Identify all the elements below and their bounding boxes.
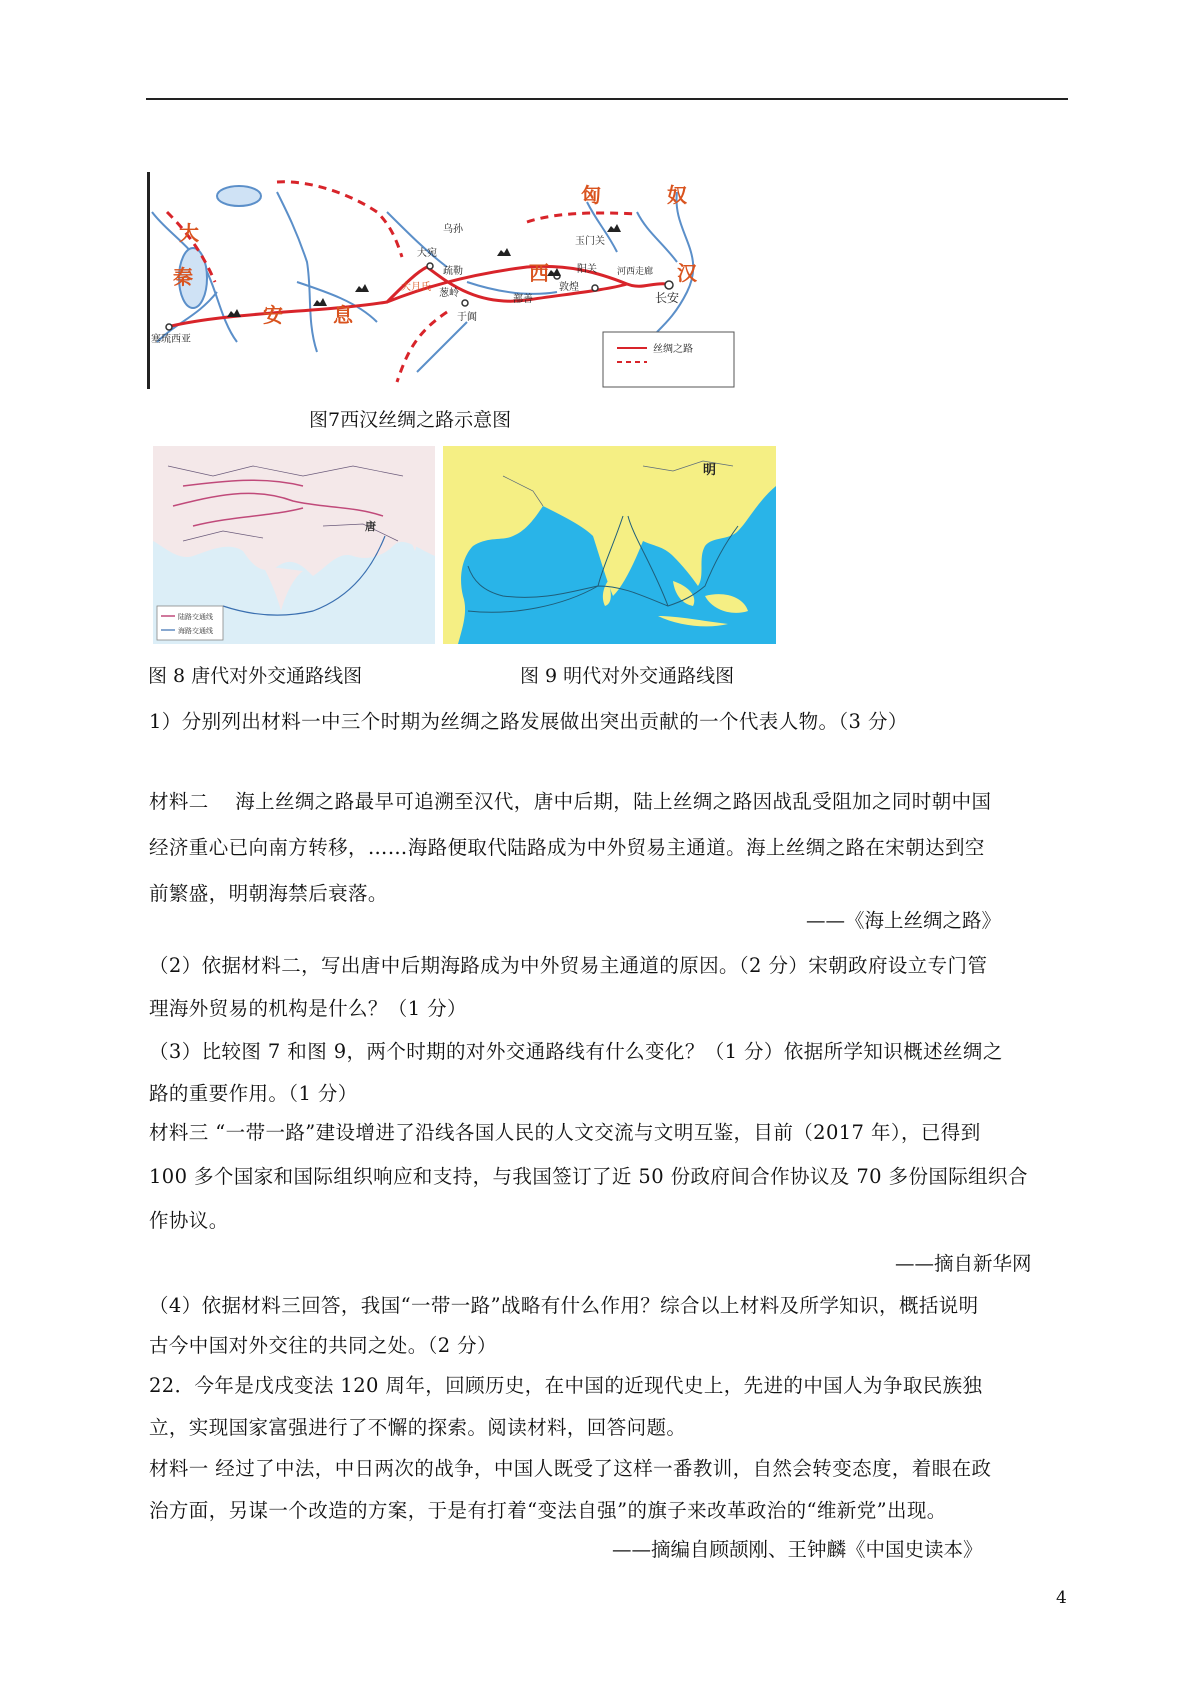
material-3-line-3: 作协议。 — [149, 1209, 229, 1232]
label-yutian: 于阗 — [457, 312, 477, 323]
label-shanshan: 鄯善 — [513, 294, 533, 305]
material-1-line-2: 治方面，另谋一个改造的方案，于是有打着“变法自强”的旗子来改革政治的“维新党”出现。 — [149, 1499, 947, 1522]
label-dawan: 大宛 — [417, 248, 437, 259]
label-shule: 疏勒 — [443, 266, 463, 277]
figure-8-map — [153, 446, 435, 644]
figure-9-map — [443, 446, 776, 644]
material-2-source: ——《海上丝绸之路》 — [806, 909, 1002, 932]
material-3-source: ——摘自新华网 — [895, 1252, 1032, 1275]
label-yumenguan: 玉门关 — [575, 236, 605, 247]
question-22-line-1: 22．今年是戊戌变法 120 周年，回顾历史，在中国的近现代史上，先进的中国人为争取民族独 — [149, 1374, 983, 1397]
label-daqin-1: 大 — [179, 221, 199, 245]
question-2-line-2: 理海外贸易的机构是什么？（1 分） — [149, 997, 467, 1020]
label-xi: 西 — [529, 261, 549, 285]
legend-sea-route: 海路交通线 — [178, 627, 213, 635]
figure-7-map — [147, 172, 736, 389]
label-hexi: 河西走廊 — [617, 267, 654, 277]
label-tang: 唐 — [365, 520, 376, 533]
question-22-line-2: 立，实现国家富强进行了不懈的探索。阅读材料，回答问题。 — [149, 1416, 687, 1439]
label-anxi-1: 安 — [263, 303, 283, 327]
header-rule — [146, 98, 1068, 100]
material-3-line-1: 材料三 “一带一路”建设增进了沿线各国人民的人文交流与文明互鉴，目前（2017 年），已得到 — [149, 1121, 981, 1144]
question-1: 1）分别列出材料一中三个时期为丝绸之路发展做出突出贡献的一个代表人物。（3 分） — [149, 710, 908, 733]
question-4-line-2: 古今中国对外交往的共同之处。（2 分） — [149, 1334, 497, 1357]
question-3-line-1: （3）比较图 7 和图 9，两个时期的对外交通路线有什么变化？（1 分）依据所学知识概述丝绸之 — [149, 1040, 1003, 1063]
label-dayuezhi: 大月氏 — [401, 282, 431, 293]
label-xiongnu-1: 匈 — [581, 183, 601, 207]
label-congling: 葱岭 — [439, 288, 459, 299]
page-number: 4 — [1056, 1588, 1067, 1608]
label-selucia: 塞琉西亚 — [151, 334, 191, 345]
material-3-line-2: 100 多个国家和国际组织响应和支持，与我国签订了近 50 份政府间合作协议及 70 多份国际组织合 — [149, 1165, 1028, 1188]
material-1-source: ——摘编自顾颉刚、王钟麟《中国史读本》 — [612, 1538, 983, 1561]
label-wusun: 乌孙 — [443, 224, 463, 235]
question-4-line-1: （4）依据材料三回答，我国“一带一路”战略有什么作用？综合以上材料及所学知识，概括说明 — [149, 1294, 979, 1317]
label-changan: 长安 — [655, 291, 680, 305]
label-daqin-2: 秦 — [173, 265, 193, 289]
figure-9-caption: 图 9 明代对外交通路线图 — [520, 665, 735, 687]
label-yangguan: 阳关 — [577, 264, 597, 275]
figure-8-caption: 图 8 唐代对外交通路线图 — [148, 665, 363, 687]
label-anxi-2: 息 — [333, 303, 353, 327]
label-han: 汉 — [677, 261, 697, 285]
legend-silk-road: 丝绸之路 — [653, 344, 693, 355]
material-2-line-1: 材料二 海上丝绸之路最早可追溯至汉代，唐中后期，陆上丝绸之路因战乱受阻加之同时朝中国 — [149, 790, 992, 813]
material-1-line-1: 材料一 经过了中法，中日两次的战争，中国人既受了这样一番教训，自然会转变态度，着眼在政 — [149, 1457, 992, 1480]
label-xiongnu-2: 奴 — [667, 183, 687, 207]
label-dunhuang: 敦煌 — [559, 282, 579, 293]
material-2-line-3: 前繁盛，明朝海禁后衰落。 — [149, 882, 388, 905]
label-ming: 明 — [703, 463, 717, 478]
legend-land-route: 陆路交通线 — [178, 613, 213, 621]
question-3-line-2: 路的重要作用。（1 分） — [149, 1082, 358, 1105]
figure-7-caption: 图7西汉丝绸之路示意图 — [309, 409, 512, 431]
question-2-line-1: （2）依据材料二，写出唐中后期海路成为中外贸易主通道的原因。（2 分）宋朝政府设立专门管 — [149, 954, 988, 977]
material-2-line-2: 经济重心已向南方转移，……海路便取代陆路成为中外贸易主通道。海上丝绸之路在宋朝达到空 — [149, 836, 985, 859]
